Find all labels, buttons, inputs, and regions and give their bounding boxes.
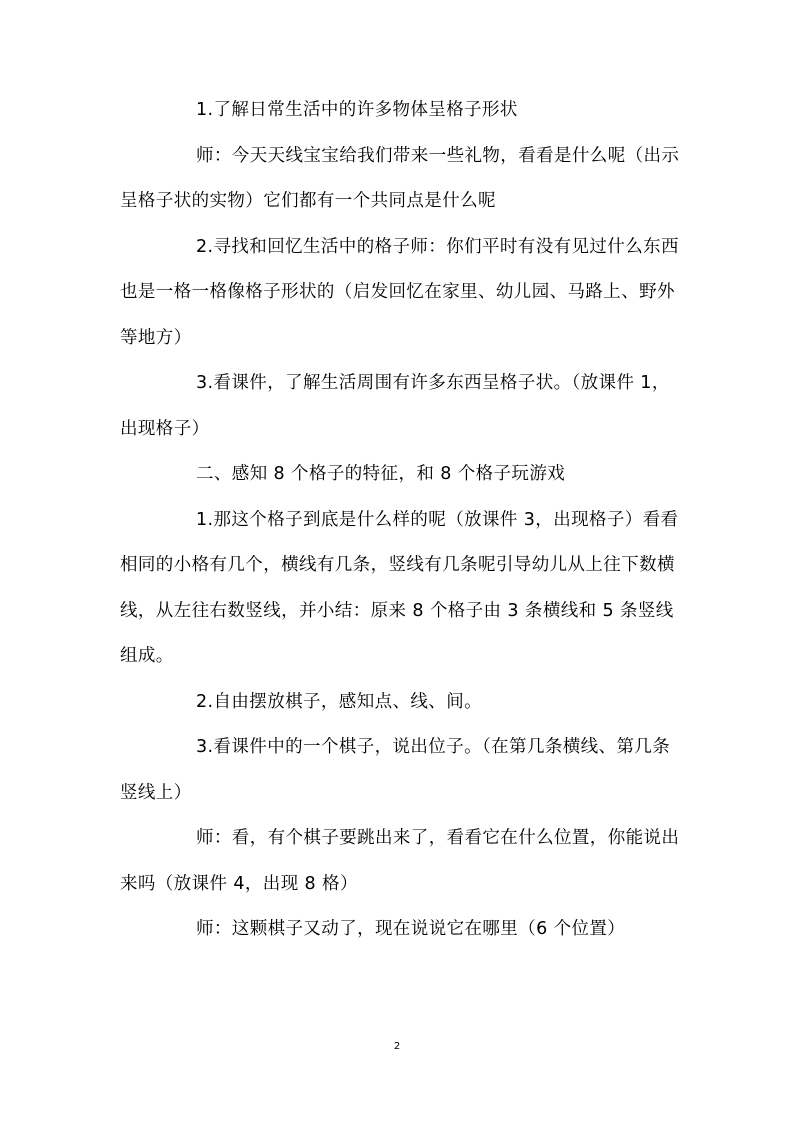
paragraph-grid-structure: 1.那这个格子到底是什么样的呢（放课件 3，出现格子）看看相同的小格有几个，横线有几条，竖线有几条呢引导幼儿从上往下数横线，从左往右数竖线，并小结：原来 8 个格子由 3 条横线和 5 条竖线组成。 [120,509,679,666]
paragraph-teacher-move: 师：这颗棋子又动了，现在说说它在哪里（6 个位置） [196,919,626,939]
paragraph-step-2: 2.寻找和回忆生活中的格子师：你们平时有没有见过什么东西也是一格一格像格子形状的（启发回忆在家里、幼儿园、马路上、野外等地方） [120,236,679,348]
page-number: 2 [393,1041,401,1052]
paragraph-position: 3.看课件中的一个棋子，说出位子。（在第几条横线、第几条竖线上） [120,737,671,803]
document-body [120,88,680,953]
paragraph-free-placement: 2.自由摆放棋子，感知点、线、间。 [196,691,482,712]
paragraph-step-3: 3.看课件，了解生活周围有许多东西呈格子状。（放课件 1，出现格子） [120,373,670,439]
paragraph-heading-1: 1.了解日常生活中的许多物体呈格子形状 [196,100,518,120]
section-heading-2: 二、感知 8 个格子的特征，和 8 个格子玩游戏 [196,464,566,484]
paragraph-teacher-jump: 师：看，有个棋子要跳出来了，看看它在什么位置，你能说出来吗（放课件 4，出现 8 格） [120,828,680,894]
paragraph-teacher-intro: 师：今天天线宝宝给我们带来一些礼物，看看是什么呢（出示呈格子状的实物）它们都有一个共同点是什么呢 [120,145,680,211]
